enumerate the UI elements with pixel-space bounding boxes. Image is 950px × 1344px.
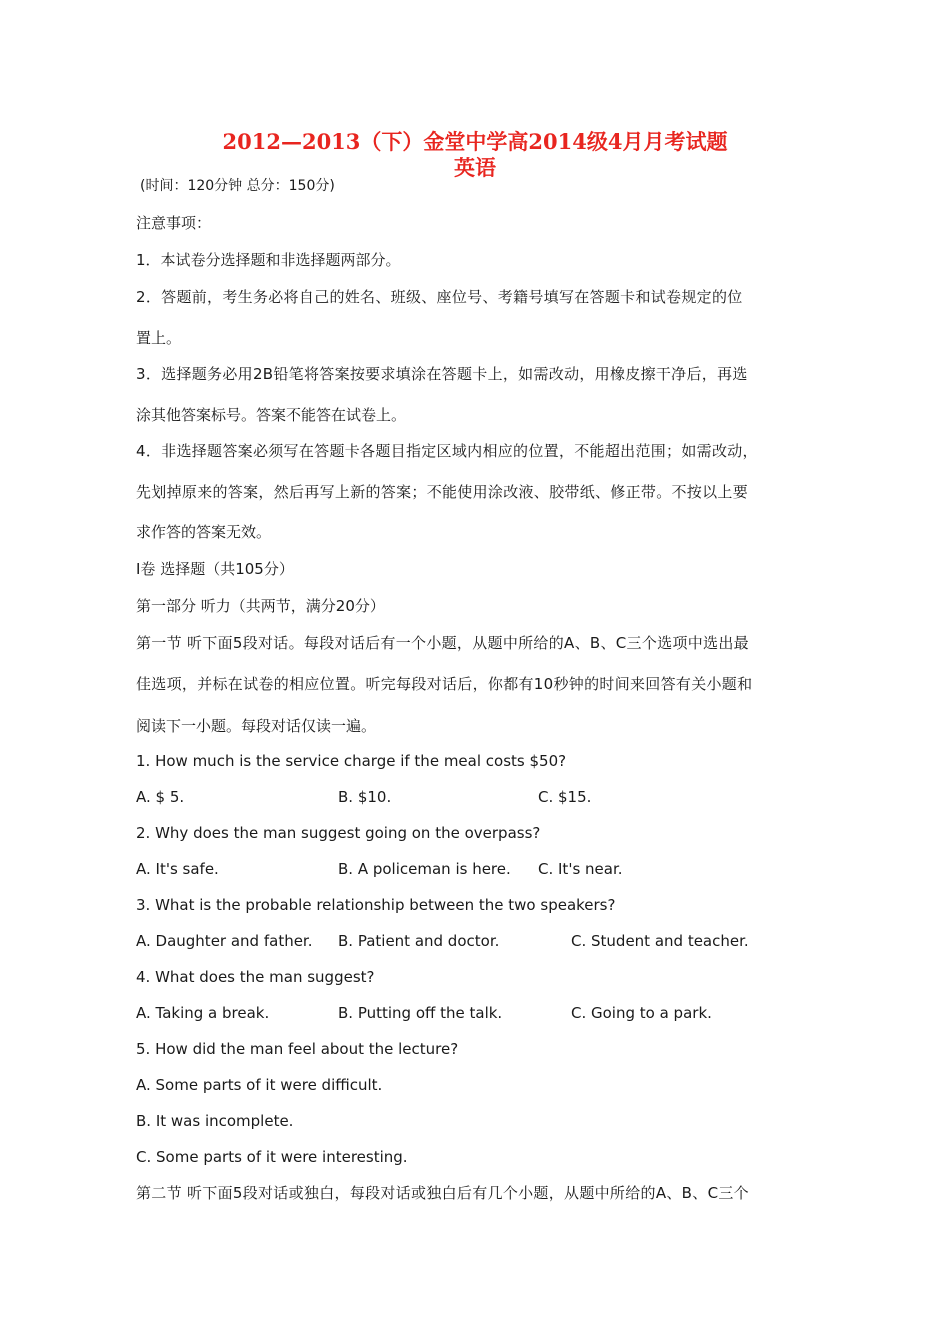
question-1: 1. How much is the service charge if the meal costs $50? (136, 752, 567, 770)
question-3-option-c: C. Student and teacher. (571, 932, 749, 950)
notes-heading: 注意事项： (136, 214, 212, 232)
question-5-option-c: C. Some parts of it were interesting. (136, 1148, 408, 1166)
question-5-option-a: A. Some parts of it were difficult. (136, 1076, 383, 1094)
question-4: 4. What does the man suggest? (136, 968, 375, 986)
note-2-line-2: 置上。 (136, 329, 182, 347)
question-3: 3. What is the probable relationship between the two speakers? (136, 896, 616, 914)
section-1-line-2: 佳选项，并标在试卷的相应位置。听完每段对话后，你都有10秒钟的时间来回答有关小题和 (136, 675, 753, 693)
question-2: 2. Why does the man suggest going on the overpass? (136, 824, 541, 842)
volume-heading: Ⅰ卷 选择题（共105分） (136, 560, 294, 578)
question-5-option-b: B. It was incomplete. (136, 1112, 294, 1130)
question-2-option-a: A. It's safe. (136, 860, 219, 878)
question-5: 5. How did the man feel about the lecture? (136, 1040, 459, 1058)
note-1: 1．本试卷分选择题和非选择题两部分。 (136, 251, 401, 269)
section-1-line-1: 第一节 听下面5段对话。每段对话后有一个小题，从题中所给的A、B、C三个选项中选出最 (136, 634, 749, 652)
note-4-line-3: 求作答的答案无效。 (136, 523, 272, 541)
question-4-option-b: B. Putting off the talk. (338, 1004, 503, 1022)
question-1-option-a: A. $ 5. (136, 788, 185, 806)
section-2-line-1: 第二节 听下面5段对话或独白，每段对话或独白后有几个小题，从题中所给的A、B、C三个 (136, 1184, 749, 1202)
note-4-line-2: 先划掉原来的答案，然后再写上新的答案；不能使用涂改液、胶带纸、修正带。不按以上要 (136, 483, 749, 501)
exam-title: 2012—2013（下）金堂中学高2014级4月月考试题 (222, 129, 728, 154)
note-3-line-1: 3．选择题务必用2B铅笔将答案按要求填涂在答题卡上，如需改动，用橡皮擦干净后，再选 (136, 365, 748, 383)
question-1-option-c: C. $15. (538, 788, 592, 806)
question-2-option-c: C. It's near. (538, 860, 623, 878)
note-4-line-1: 4．非选择题答案必须写在答题卡各题目指定区域内相应的位置，不能超出范围；如需改动， (136, 442, 758, 460)
section-1-line-3: 阅读下一小题。每段对话仅读一遍。 (136, 717, 377, 735)
note-2-line-1: 2．答题前，考生务必将自己的姓名、班级、座位号、考籍号填写在答题卡和试卷规定的位 (136, 288, 743, 306)
question-3-option-a: A. Daughter and father. (136, 932, 313, 950)
exam-subject: 英语 (454, 155, 496, 180)
question-2-option-b: B. A policeman is here. (338, 860, 511, 878)
question-4-option-c: C. Going to a park. (571, 1004, 712, 1022)
time-info: (时间：120分钟 总分：150分) (140, 178, 335, 194)
note-3-line-2: 涂其他答案标号。答案不能答在试卷上。 (136, 406, 407, 424)
question-3-option-b: B. Patient and doctor. (338, 932, 500, 950)
part-1-heading: 第一部分 听力（共两节，满分20分） (136, 597, 385, 615)
question-4-option-a: A. Taking a break. (136, 1004, 270, 1022)
question-1-option-b: B. $10. (338, 788, 392, 806)
